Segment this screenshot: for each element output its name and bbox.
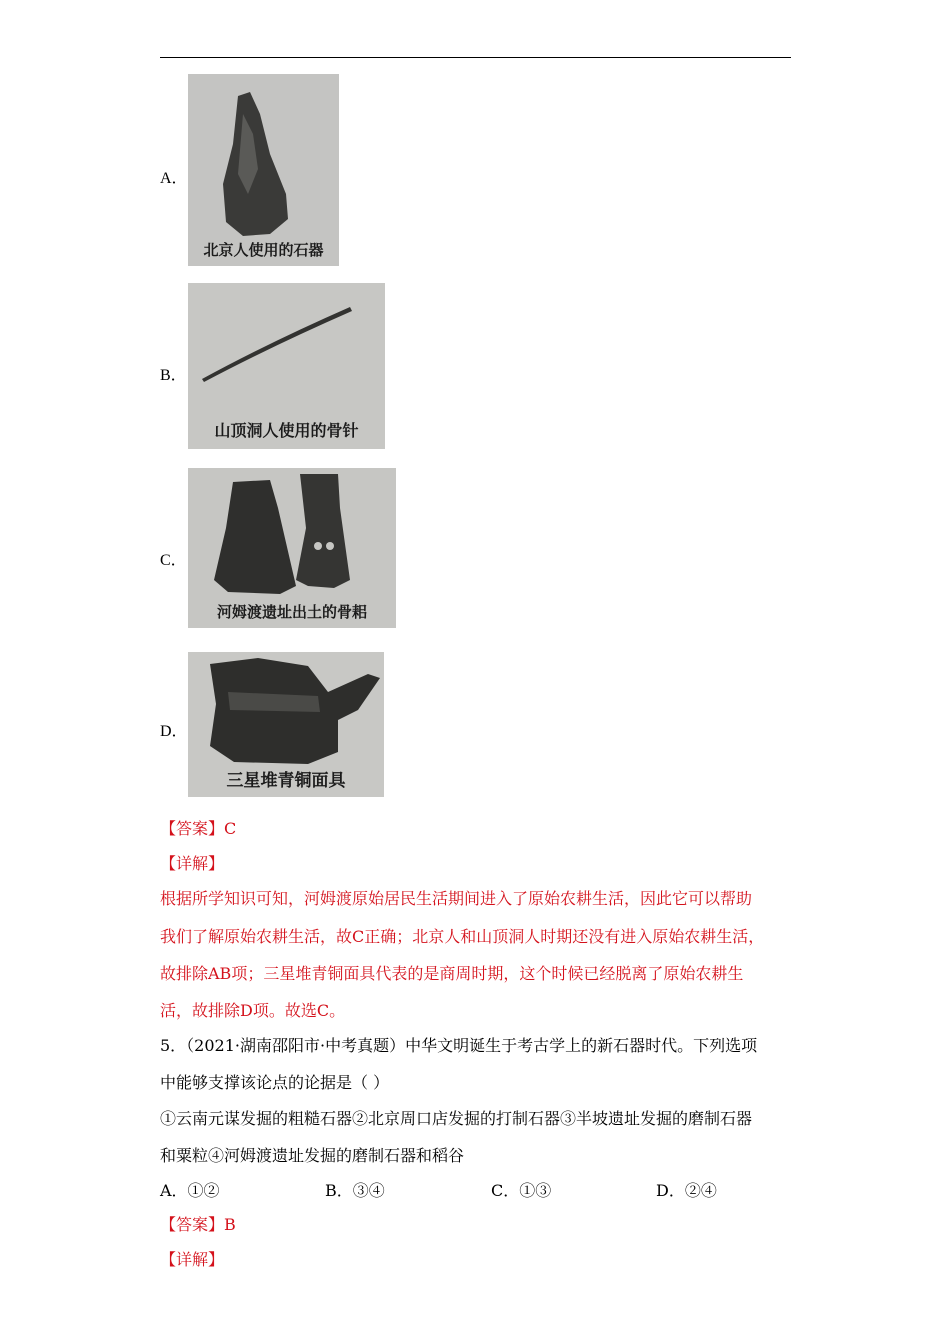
q4-answer: 【答案】C — [160, 819, 237, 838]
option-a-label: A． — [160, 170, 188, 187]
q5-stem-line-1: 5．（2021·湖南邵阳市·中考真题）中华文明诞生于考古学上的新石器时代。下列选项 — [160, 1036, 758, 1055]
header-rule — [160, 57, 791, 58]
q4-explanation-line-1: 根据所学知识可知，河姆渡原始居民生活期间进入了原始农耕生活，因此它可以帮助 — [160, 889, 753, 908]
option-c-caption: 河姆渡遗址出土的骨耜 — [216, 603, 367, 621]
q4-explanation-line-3: 故排除AB项；三星堆青铜面具代表的是商周时期，这个时候已经脱离了原始农耕生 — [160, 964, 744, 983]
q5-stem-line-4: 和粟粒④河姆渡遗址发掘的磨制石器和稻谷 — [160, 1146, 465, 1165]
q5-detail-heading: 【详解】 — [160, 1250, 225, 1269]
option-d-image — [188, 652, 384, 797]
option-a-image — [188, 74, 339, 266]
option-b-caption: 山顶洞人使用的骨针 — [214, 421, 359, 440]
q4-detail-heading: 【详解】 — [160, 854, 225, 873]
option-d-label: D． — [160, 723, 188, 740]
q4-explanation-line-4: 活，故排除D项。故选C。 — [160, 1001, 346, 1020]
option-c-image — [188, 468, 396, 628]
q5-choice-d: D．②④ — [656, 1181, 717, 1200]
option-a-caption: 北京人使用的石器 — [203, 241, 324, 259]
q5-stem-line-2: 中能够支撑该论点的论据是（ ） — [160, 1073, 390, 1092]
stone-tool-figure — [188, 74, 339, 266]
q4-explanation-line-2: 我们了解原始农耕生活，故C正确；北京人和山顶洞人时期还没有进入原始农耕生活， — [160, 927, 765, 946]
q5-choice-a: A．①② — [160, 1181, 220, 1200]
option-b-label: B． — [160, 367, 187, 384]
option-d-caption: 三星堆青铜面具 — [226, 771, 346, 791]
q5-answer: 【答案】B — [160, 1215, 236, 1234]
option-c-label: C． — [160, 552, 187, 569]
q5-stem-line-3: ①云南元谋发掘的粗糙石器②北京周口店发掘的打制石器③半坡遗址发掘的磨制石器 — [160, 1109, 753, 1128]
q5-choice-b: B．③④ — [325, 1181, 385, 1200]
q5-choice-c: C．①③ — [491, 1181, 552, 1200]
option-b-image — [188, 283, 385, 449]
